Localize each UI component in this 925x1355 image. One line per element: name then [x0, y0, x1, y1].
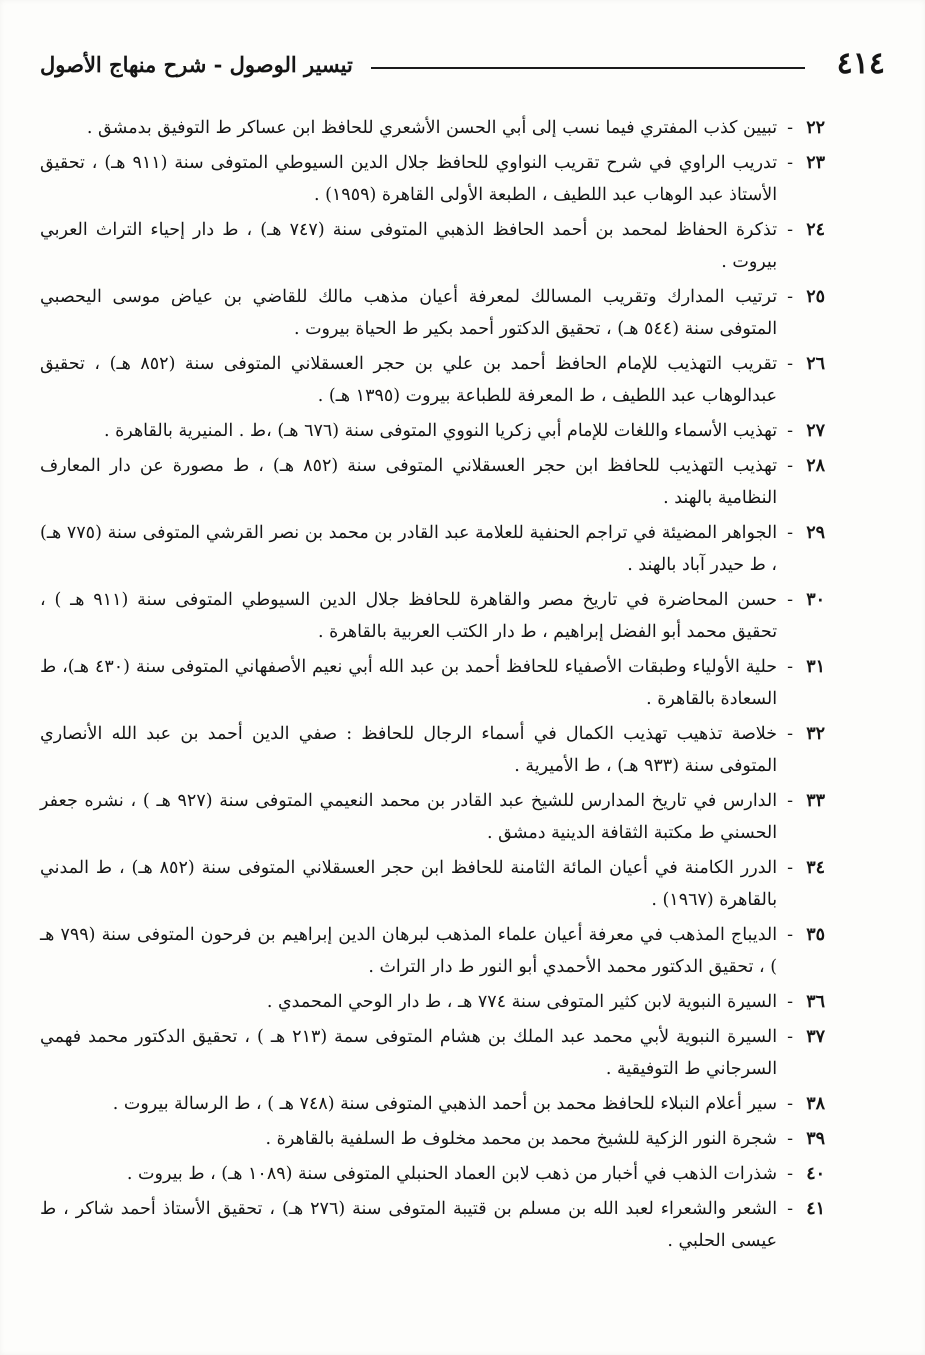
entry-dash: -: [787, 1094, 793, 1114]
entry-number: ٣٥: [806, 925, 825, 945]
header-rule: [371, 67, 805, 69]
entry-text: تقريب التهذيب للإمام الحافظ أحمد بن علي بن حجر العسقلاني المتوفى سنة (٨٥٢ هـ) ، تحقيق عبدالوهاب عبد اللطيف ، ط المعرفة للطباعة بيروت (١٣٩٥ هـ) .: [40, 354, 778, 406]
entry-text: الدرر الكامنة في أعيان المائة الثامنة للحافظ ابن حجر العسقلاني المتوفى سنة (٨٥٢ هـ) ، ط المدني بالقاهرة (١٩٦٧) .: [40, 858, 778, 910]
entry-dash: -: [787, 992, 793, 1012]
entry-number: ٣١: [806, 657, 825, 677]
running-title: تيسير الوصول - شرح منهاج الأصول: [40, 51, 353, 77]
entry-number: ٢٢: [806, 118, 825, 138]
entry-text: شذرات الذهب في أخبار من ذهب لابن العماد الحنبلي المتوفى سنة (١٠٨٩ هـ) ، ط بيروت .: [126, 1164, 778, 1184]
bibliography-entry: [40, 852, 825, 916]
entry-text: تهذيب التهذيب للحافظ ابن حجر العسقلاني المتوفى سنة (٨٥٢ هـ) ، ط مصورة عن دار المعارف النظامية بالهند .: [40, 456, 778, 508]
entry-text: خلاصة تذهيب تهذيب الكمال في أسماء الرجال للحافظ : صفي الدين أحمد بن عبد الله الأنصاري المتوفى سنة (٩٣٣ هـ) ، ط الأميرية .: [40, 724, 778, 776]
page-number: ٤١٤: [836, 46, 885, 81]
bibliography-entry: [40, 348, 825, 412]
bibliography-entry: [40, 1088, 825, 1120]
entry-number: ٣٩: [806, 1129, 825, 1149]
entry-number: ٣٤: [806, 858, 825, 878]
bibliography-list: [40, 112, 825, 1260]
entry-dash: -: [787, 1027, 793, 1047]
bibliography-entry: [40, 147, 825, 211]
bibliography-entry: [40, 718, 825, 782]
entry-dash: -: [787, 118, 793, 138]
bibliography-entry: [40, 785, 825, 849]
entry-dash: -: [787, 456, 793, 476]
entry-text: ترتيب المدارك وتقريب المسالك لمعرفة أعيان مذهب مالك للقاضي بن عياض موسى اليحصبي المتوفى سنة (٥٤٤ هـ) ، تحقيق الدكتور أحمد بكير ط الحياة بيروت .: [40, 287, 778, 339]
entry-number: ٢٧: [806, 421, 825, 441]
bibliography-entry: [40, 1021, 825, 1085]
entry-dash: -: [787, 421, 793, 441]
bibliography-entry: [40, 1123, 825, 1155]
entry-dash: -: [787, 523, 793, 543]
bibliography-entry: [40, 651, 825, 715]
entry-text: السيرة النبوية لابن كثير المتوفى سنة ٧٧٤ هـ ، ط دار الوحي المحمدي .: [266, 992, 778, 1012]
entry-number: ٣٦: [806, 992, 825, 1012]
bibliography-entry: [40, 1193, 825, 1257]
entry-number: ٣٠: [806, 590, 825, 610]
entry-text: الدارس في تاريخ المدارس للشيخ عبد القادر بن محمد النعيمي المتوفى سنة (٩٢٧ هـ ) ، نشره جعفر الحسني ط مكتبة الثقافة الدينية دمشق .: [40, 791, 778, 843]
entry-text: الديباج المذهب في معرفة أعيان علماء المذهب لبرهان الدين إبراهيم بن فرحون المتوفى سنة (٧٩٩ هـ ) ، تحقيق الدكتور محمد الأحمدي أبو النور ط دار التراث .: [40, 925, 778, 977]
entry-text: السيرة النبوية لأبي محمد عبد الملك بن هشام المتوفى سمة (٢١٣ هـ ) ، تحقيق الدكتور محمد فهمي السرجاني ط التوفيقية .: [40, 1027, 778, 1079]
bibliography-entry: [40, 986, 825, 1018]
entry-dash: -: [787, 220, 793, 240]
entry-number: ٣٢: [806, 724, 825, 744]
entry-dash: -: [787, 1129, 793, 1149]
entry-number: ٤١: [806, 1199, 825, 1219]
entry-text: تهذيب الأسماء واللغات للإمام أبي زكريا النووي المتوفى سنة (٦٧٦ هـ) ،ط . المنيرية بالقاهرة .: [104, 421, 778, 441]
entry-number: ٢٨: [806, 456, 825, 476]
entry-dash: -: [787, 925, 793, 945]
entry-dash: -: [787, 354, 793, 374]
entry-number: ٣٨: [806, 1094, 825, 1114]
entry-dash: -: [787, 1164, 793, 1184]
entry-number: ٢٤: [806, 220, 825, 240]
bibliography-entry: [40, 214, 825, 278]
entry-number: ٣٣: [806, 791, 825, 811]
entry-dash: -: [787, 724, 793, 744]
entry-text: تبيين كذب المفتري فيما نسب إلى أبي الحسن الأشعري للحافظ ابن عساكر ط التوفيق بدمشق .: [86, 118, 778, 138]
entry-dash: -: [787, 153, 793, 173]
entry-number: ٤٠: [806, 1164, 825, 1184]
entry-dash: -: [787, 1199, 793, 1219]
entry-text: تذكرة الحفاظ لمحمد بن أحمد الحافظ الذهبي المتوفى سنة (٧٤٧ هـ) ، ط دار إحياء التراث العربي بيروت .: [40, 220, 778, 272]
entry-dash: -: [787, 657, 793, 677]
entry-text: شجرة النور الزكية للشيخ محمد بن محمد مخلوف ط السلفية بالقاهرة .: [265, 1129, 778, 1149]
bibliography-entry: [40, 584, 825, 648]
bibliography-entry: [40, 919, 825, 983]
entry-dash: -: [787, 287, 793, 307]
entry-dash: -: [787, 858, 793, 878]
entry-dash: -: [787, 590, 793, 610]
entry-number: ٢٩: [806, 523, 825, 543]
entry-text: حلية الأولياء وطبقات الأصفياء للحافظ أحمد بن عبد الله أبي نعيم الأصفهاني المتوفى سنة (٤٣٠ هـ)، ط السعادة بالقاهرة .: [40, 657, 778, 709]
entry-number: ٣٧: [806, 1027, 825, 1047]
entry-number: ٢٣: [806, 153, 825, 173]
bibliography-entry: [40, 281, 825, 345]
bibliography-entry: [40, 450, 825, 514]
entry-number: ٢٥: [806, 287, 825, 307]
bibliography-entry: [40, 517, 825, 581]
entry-text: حسن المحاضرة في تاريخ مصر والقاهرة للحافظ جلال الدين السيوطي المتوفى سنة (٩١١ هـ ) ، تحقيق محمد أبو الفضل إبراهيم ، ط دار الكتب العربية بالقاهرة .: [40, 590, 778, 642]
entry-text: الشعر والشعراء لعبد الله بن مسلم بن قتيبة المتوفى سنة (٢٧٦ هـ) ، تحقيق الأستاذ أحمد شاكر ، ط عيسى الحلبي .: [40, 1199, 778, 1251]
entry-text: الجواهر المضيئة في تراجم الحنفية للعلامة عبد القادر بن محمد بن نصر القرشي المتوفى سنة (٧٧٥ هـ) ، ط حيدر آباد بالهند .: [40, 523, 778, 575]
entry-number: ٢٦: [806, 354, 825, 374]
page-header: [40, 42, 885, 86]
entry-text: سير أعلام النبلاء للحافظ محمد بن أحمد الذهبي المتوفى سنة (٧٤٨ هـ ) ، ط الرسالة بيروت .: [112, 1094, 778, 1114]
bibliography-entry: [40, 1158, 825, 1190]
bibliography-entry: [40, 415, 825, 447]
bibliography-entry: [40, 112, 825, 144]
entry-dash: -: [787, 791, 793, 811]
entry-text: تدريب الراوي في شرح تقريب النواوي للحافظ جلال الدين السيوطي المتوفى سنة (٩١١ هـ) ، تحقيق الأستاذ عبد الوهاب عبد اللطيف ، الطبعة الأولى القاهرة (١٩٥٩) .: [40, 153, 778, 205]
